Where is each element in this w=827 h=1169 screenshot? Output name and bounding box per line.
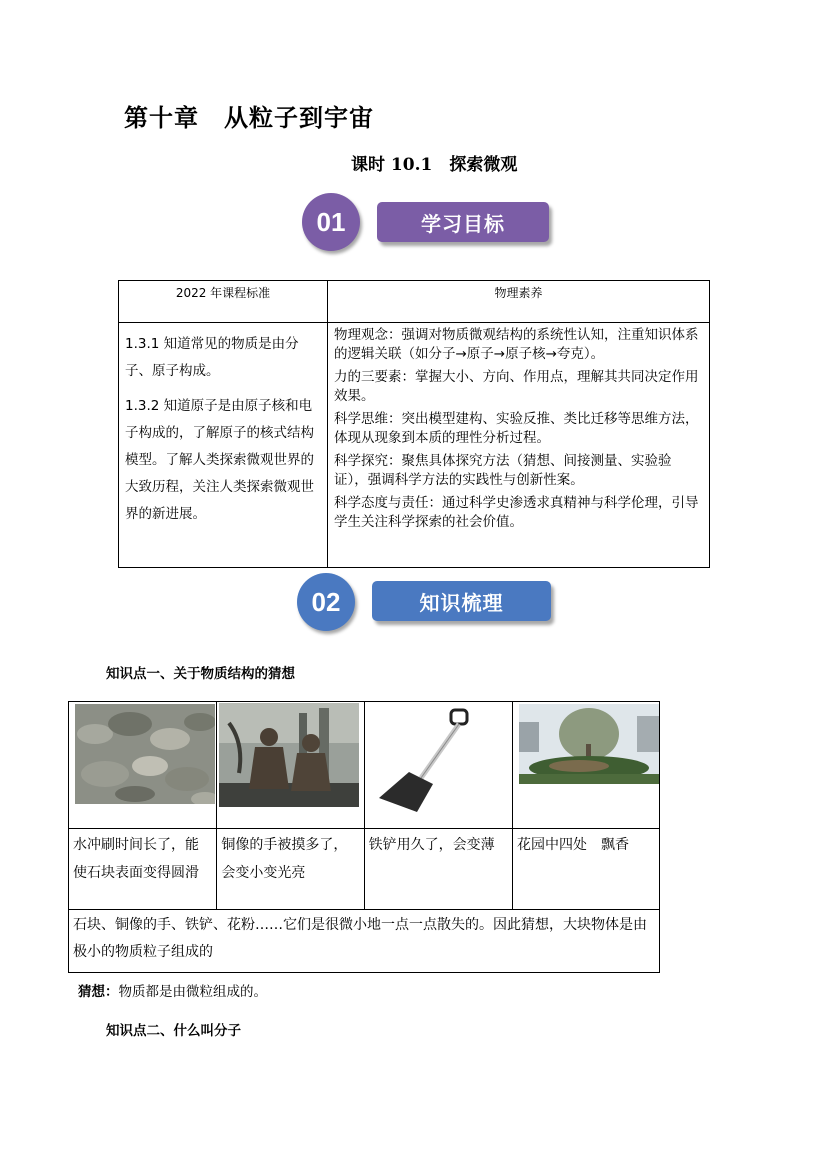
caption-cell: 铜像的手被摸多了，会变小变光亮 [217,829,364,910]
image-cell [513,702,660,829]
section-number-badge: 01 [302,193,360,251]
shovel-image [371,708,511,818]
image-cell [69,702,217,829]
standard-item: 1.3.2 知道原子是由原子核和电子构成的，了解原子的核式结构模型。了解人类探索微观世界的大致历程，关注人类探索微观世界的新进展。 [125,398,314,522]
section-number-badge: 02 [297,573,355,631]
caption-cell: 水冲刷时间长了，能使石块表面变得圆滑 [69,829,217,910]
literacy-item: 力的三要素：掌握大小、方向、作用点，理解其共同决定作用效果。 [334,369,699,404]
bronze-statue-image [219,703,359,807]
literacy-item: 物理观念：强调对物质微观结构的系统性认知，注重知识体系的逻辑关联（如分子→原子→原子核→夸克）。 [334,327,699,362]
table-header-standard: 2022 年课程标准 [119,281,328,323]
literacy-item: 科学态度与责任：通过科学史渗透求真精神与科学伦理，引导学生关注科学探索的社会价值。 [334,495,699,530]
standard-item: 1.3.1 知道常见的物质是由分子、原子构成。 [125,336,299,379]
section-label-knowledge-review: 知识梳理 [372,581,551,621]
summary-cell: 石块、铜像的手、铁铲、花粉……它们是很微小地一点一点散失的。因此猜想，大块物体是由极小的物质粒子组成的 [69,910,660,973]
caption-cell: 铁铲用久了，会变薄 [364,829,512,910]
knowledge-point-title: 知识点二、什么叫分子 [106,1023,241,1039]
section-label-learning-goals: 学习目标 [377,202,549,242]
table-header-literacy: 物理素养 [328,281,710,323]
chapter-title: 第十章 从粒子到宇宙 [124,103,374,132]
river-stones-image [75,704,215,804]
standards-cell [119,323,328,568]
knowledge-point-title: 知识点一、关于物质结构的猜想 [106,666,295,682]
caption-cell: 花园中四处 飘香 [513,829,660,910]
phenomena-table [68,701,660,973]
guess-label: 猜想： [78,984,119,1000]
image-cell [364,702,512,829]
literacy-item: 科学思维：突出模型建构、实验反推、类比迁移等思维方法，体现从现象到本质的理性分析过程。 [334,411,699,446]
guess-text: 物质都是由微粒组成的。 [118,984,267,1000]
literacy-cell [328,323,710,568]
garden-image [519,704,659,784]
objectives-table [118,280,710,568]
image-cell [217,702,364,829]
literacy-item: 科学探究：聚焦具体探究方法（猜想、间接测量、实验验证），强调科学方法的实践性与创新性案。 [334,453,672,488]
lesson-title: 课时 10.1 探索微观 [351,155,518,175]
guess-line [78,980,267,1000]
